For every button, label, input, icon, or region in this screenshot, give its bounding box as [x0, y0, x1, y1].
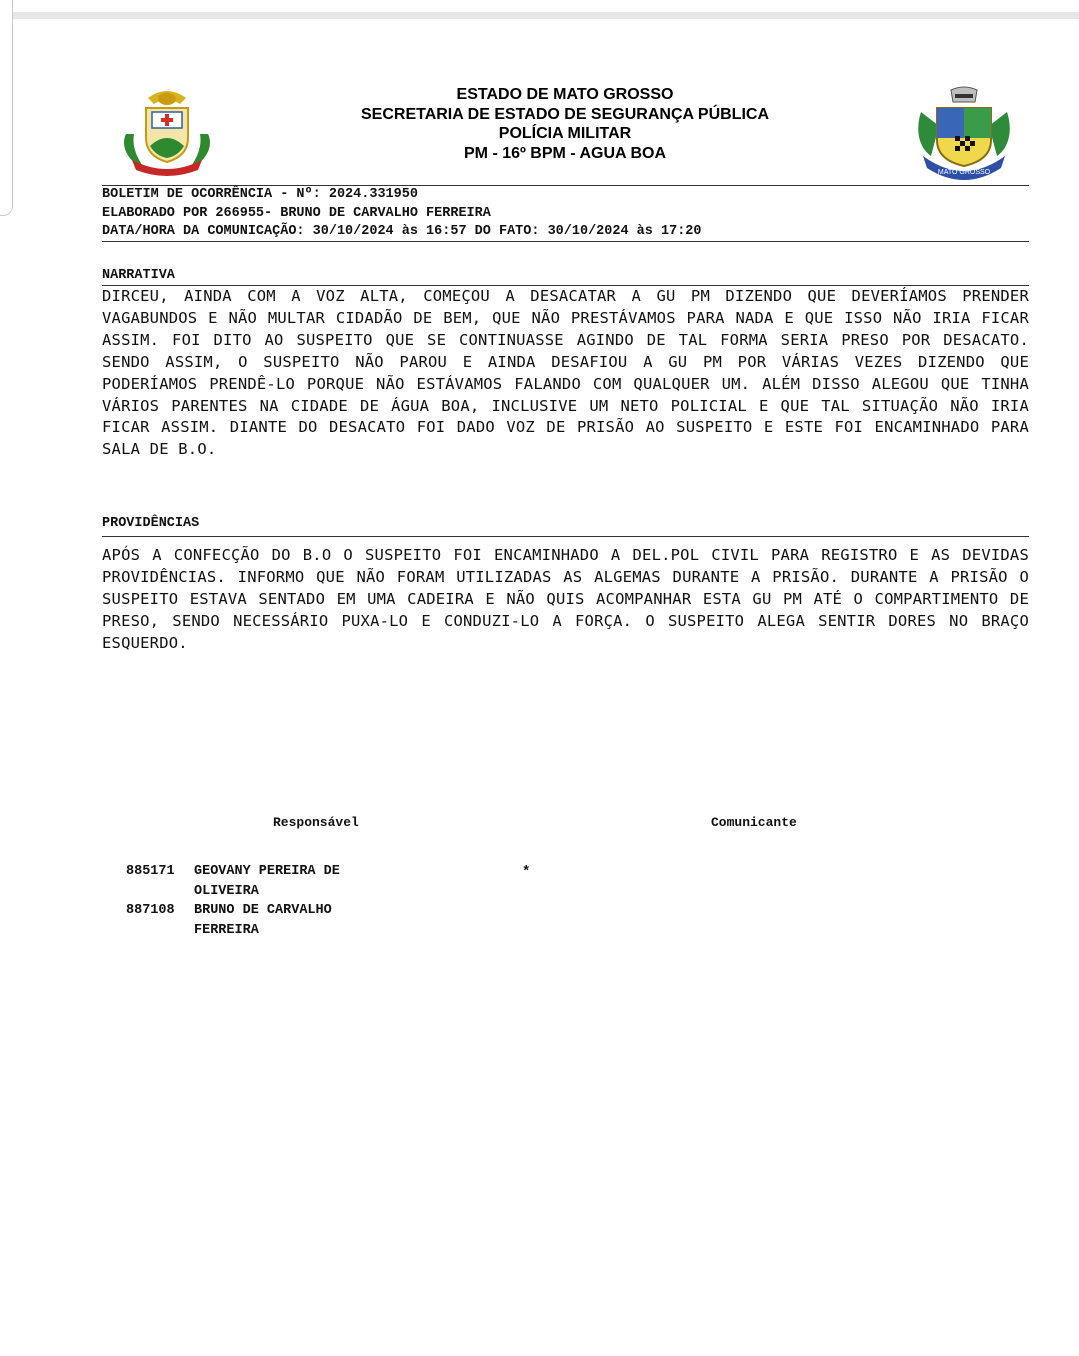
mato-grosso-coat-of-arms-icon [118, 86, 216, 176]
signature-marker: * [522, 864, 531, 880]
comunicante-label: Comunicante [711, 815, 797, 830]
signature-name [194, 862, 394, 902]
signature-name-line2: OLIVEIRA [194, 884, 259, 899]
meta-elaborado: ELABORADO POR 266955- BRUNO DE CARVALHO FERREIRA [102, 206, 491, 221]
meta-rule [102, 241, 1029, 242]
signature-entry [126, 901, 426, 941]
header-battalion: PM - 16º BPM - AGUA BOA [464, 144, 666, 162]
header-police: POLÍCIA MILITAR [498, 125, 632, 142]
meta-boletim: BOLETIM DE OCORRÊNCIA - Nº: 2024.331950 [102, 187, 418, 202]
narrativa-text: DIRCEU, AINDA COM A VOZ ALTA, COMEÇOU A DESACATAR A GU PM DIZENDO QUE DEVERÍAMOS PRENDER VAGABUNDOS E NÃO MULTAR CIDADÃO DE BEM, QUE NÃO PRESTÁVAMOS PARA NADA E QUE ISSO NÃO IRIA FICAR ASSIM. FOI DITO AO SUSPEITO QUE SE CONTINUASSE AGINDO DE TAL FORMA SERIA PRESO POR DESACATO. SENDO ASSIM, O SUSPEITO NÃO PAROU E AINDA DESAFIOU A GU PM POR VÁRIAS VEZES DIZENDO QUE PODERÍAMOS PRENDÊ-LO PORQUE NÃO ESTÁVAMOS FALANDO COM QUALQUER UM. ALÉM DISSO ALEGOU QUE TINHA VÁRIOS PARENTES NA CIDADE DE ÁGUA BOA, INCLUSIVE UM NETO POLICIAL E QUE TAL SITUAÇÃO NÃO IRIA FICAR ASSIM. DIANTE DO DESACATO FOI DADO VOZ DE PRISÃO AO SUSPEITO E ESTE FOI ENCAMINHADO PARA SALA DE B.O. [102, 287, 1029, 459]
signature-entry [126, 862, 426, 902]
document-header [300, 85, 830, 163]
signature-name-line1: BRUNO DE CARVALHO [194, 903, 332, 918]
signature-name [194, 901, 394, 941]
meta-datahora: DATA/HORA DA COMUNICAÇÃO: 30/10/2024 às 16:57 DO FATO: 30/10/2024 às 17:20 [102, 224, 702, 239]
providencias-title: PROVIDÊNCIAS [102, 516, 200, 531]
signature-name-line1: GEOVANY PEREIRA DE [194, 864, 340, 879]
header-secretariat: SECRETARIA DE ESTADO DE SEGURANÇA PÚBLICA [360, 105, 770, 123]
narrativa-title: NARRATIVA [102, 268, 175, 283]
battalion-emblem-icon [915, 86, 1013, 182]
header-state: ESTADO DE MATO GROSSO [456, 86, 674, 103]
viewer-top-divider [12, 12, 1079, 19]
responsavel-label: Responsável [273, 815, 359, 830]
signature-name-line2: FERREIRA [194, 923, 259, 938]
providencias-rule [102, 536, 1029, 537]
signature-id: 887108 [126, 903, 175, 918]
emblem-banner-text: MATO GROSSO [937, 169, 991, 176]
signature-id: 885171 [126, 864, 175, 879]
viewer-corner-frame [0, 0, 13, 216]
viewer-top-bar [0, 0, 1079, 20]
providencias-text: APÓS A CONFECÇÃO DO B.O O SUSPEITO FOI ENCAMINHADO A DEL.POL CIVIL PARA REGISTRO E AS DEVIDAS PROVIDÊNCIAS. INFORMO QUE NÃO FORAM UTILIZADAS AS ALGEMAS DURANTE A PRISÃO. DURANTE A PRISÃO O SUSPEITO ESTAVA SENTADO EM UMA CADEIRA E NÃO QUIS ACOMPANHAR ESTA GU PM ATÉ O COMPARTIMENTO DE PRESO, SENDO NECESSÁRIO PUXA-LO E CONDUZI-LO A FORÇA. O SUSPEITO ALEGA SENTIR DORES NO BRAÇO ESQUERDO. [102, 546, 1029, 652]
